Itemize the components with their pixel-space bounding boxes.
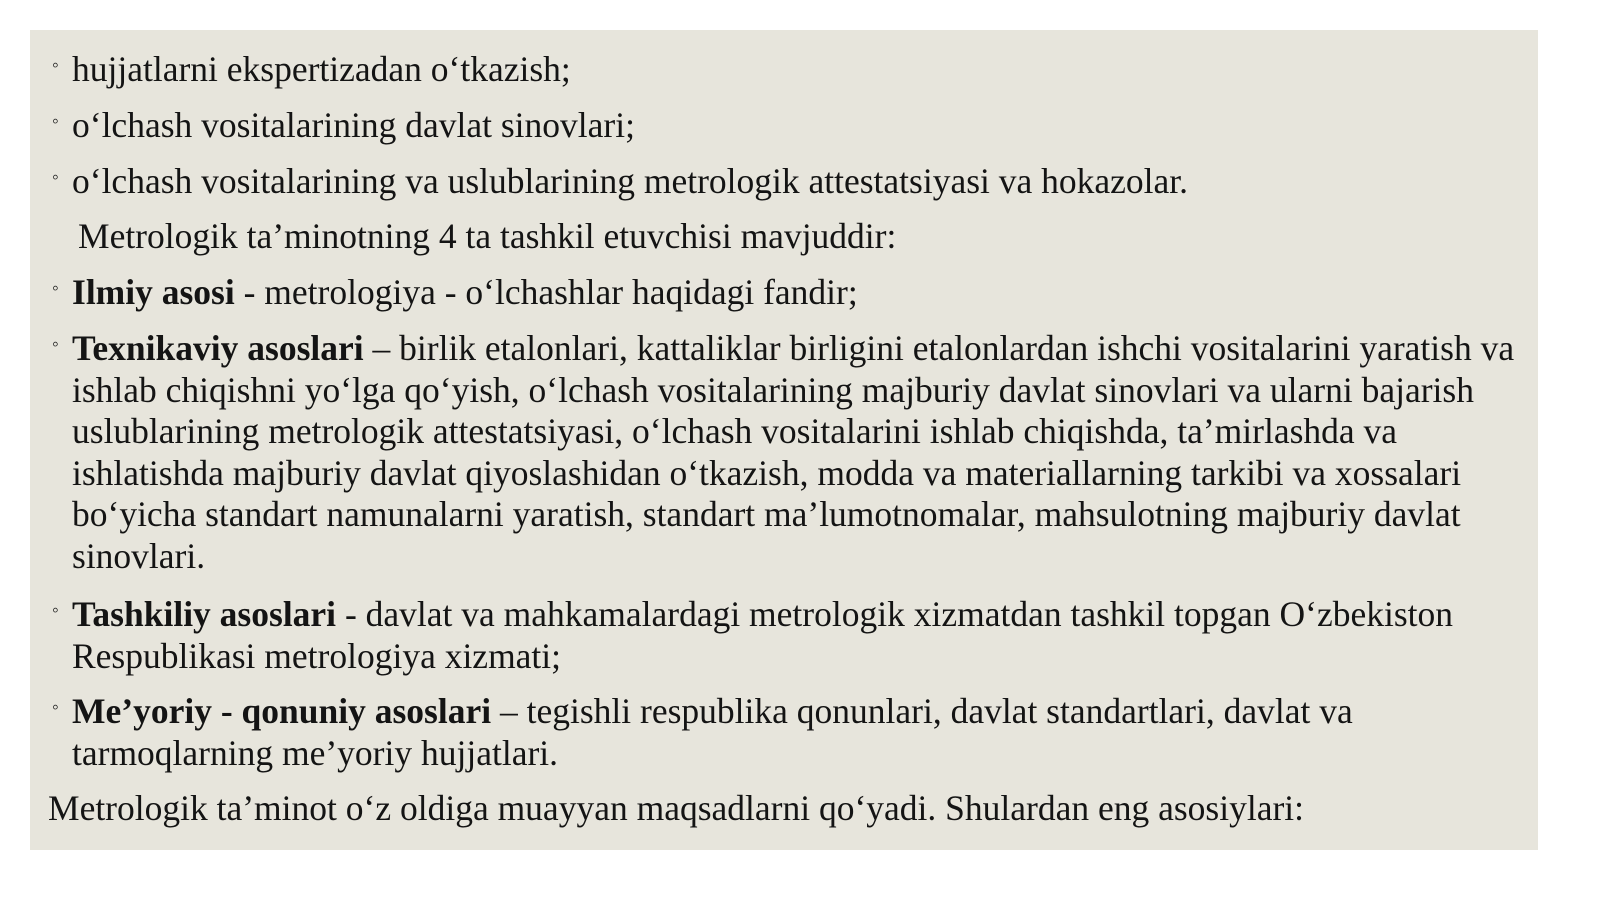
- components-intro: Metrologik ta’minotning 4 ta tashkil etuvchisi mavjuddir:: [78, 216, 897, 256]
- bullet-icon: ◦: [52, 111, 59, 132]
- term-description: – birlik etalonlari, kattaliklar birligini etalonlardan ishchi vositalarini yaratish va ishlab chiqishni yo‘lga qo‘yish, o‘lchash vositalarining majburiy davlat sinovlari va ularni bajarish uslublarining metrologik attestatsiyasi, o‘lchash vositalarini ishlab chiqishda, ta’mirlashda va ishlatishda majburiy davlat qiyoslashidan o‘tkazish, modda va materiallarning tarkibi va xossalari bo‘yicha standart namunalarni yaratish, standart ma’lumotnomalar, mahsulotning majburiy davlat sinovlari.: [72, 328, 1515, 576]
- list-item-organizational-basis: [52, 594, 1532, 677]
- list-item-expertise: [52, 49, 1532, 91]
- bullet-icon: ◦: [52, 278, 59, 299]
- term-label: Tashkiliy asoslari: [72, 594, 337, 634]
- bullet-icon: ◦: [52, 697, 59, 718]
- term-label: Me’yoriy - qonuniy asoslari: [72, 691, 492, 731]
- bullet-icon: ◦: [52, 334, 59, 355]
- term-description: – tegishli respublika qonunlari, davlat standartlari, davlat va tarmoqlarning me’yoriy hujjatlari.: [72, 691, 1353, 773]
- term-label: Ilmiy asosi: [72, 272, 235, 312]
- term-description: - metrologiya - o‘lchashlar haqidagi fandir;: [234, 272, 858, 312]
- term-label: Texnikaviy asoslari: [72, 328, 364, 368]
- bullet-icon: ◦: [52, 55, 59, 76]
- list-item-text: hujjatlarni ekspertizadan o‘tkazish;: [72, 49, 571, 89]
- list-item-text: o‘lchash vositalarining va uslublarining metrologik attestatsiyasi va hokazolar.: [72, 161, 1189, 201]
- list-item-technical-basis: [52, 328, 1532, 577]
- bullet-icon: ◦: [52, 600, 59, 621]
- list-item-attestation: [52, 161, 1532, 203]
- list-item-state-tests: [52, 105, 1532, 147]
- term-description: - davlat va mahkamalardagi metrologik xizmatdan tashkil topgan O‘zbekiston Respublikasi metrologiya xizmati;: [72, 594, 1453, 676]
- list-item-legal-basis: [52, 691, 1532, 774]
- list-item-text: o‘lchash vositalarining davlat sinovlari;: [72, 105, 635, 145]
- list-item-scientific-basis: [52, 272, 1532, 314]
- bullet-icon: ◦: [52, 167, 59, 188]
- closing-sentence: Metrologik ta’minot o‘z oldiga muayyan maqsadlarni qo‘yadi. Shulardan eng asosiylari:: [48, 788, 1305, 828]
- slide-background: [30, 30, 1538, 850]
